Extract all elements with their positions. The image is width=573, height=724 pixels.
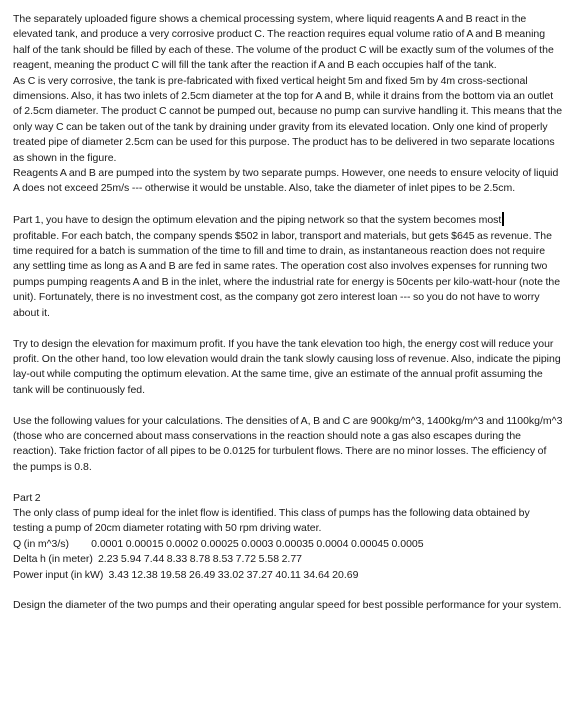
part1-paragraph	[13, 212, 563, 321]
part2-paragraph: The only class of pump ideal for the inlet flow is identified. This class of pumps has the following data obtained by testing a pump of 20cm diameter rotating with 50 rpm driving water.	[13, 506, 533, 535]
text-cursor	[502, 212, 504, 226]
row-q-values: 0.0001 0.00015 0.0002 0.00025 0.0003 0.00035 0.0004 0.00045 0.0005	[91, 537, 424, 550]
tank-description-paragraph: As C is very corrosive, the tank is pre-fabricated with fixed vertical height 5m and fixed 5m by 4m cross-sectional dimensions. Also, it has two inlets of 2.5cm diameter at the top for A and B, while it drains from the bottom via an outlet of 2.5cm diameter. The product C cannot be pumped out, because no pump can survive handling it. This means that the only way C can be taken out of the tank by draining under gravity from its elevated location. Only one kind of properly treated pipe of diameter 2.5cm can be used for this purpose. The product has to be delivered in two separate locations as shown in the figure.	[13, 74, 565, 164]
part1-body: profitable. For each batch, the company spends $502 in labor, transport and materials, but gets $645 as revenue. The time required for a batch is summation of the time to fill and time to drain, as instantaneous reaction does not require any settling time as long as A and B are fed in same rates. The operation cost also involves expenses for running two pumps pumping reagents A and B in the inlet, where the industrial rate for energy is 50cents per kilo-watt-hour (note the unit). Fortunately, there is no investment cost, as the company got zero interest loan --- so you do not have to worry about it.	[13, 229, 563, 319]
part1-first-line: Part 1, you have to design the optimum elevation and the piping network so that the system becomes most	[13, 214, 502, 227]
pump-data-row-power: Power input (in kW) 3.43 12.38 19.58 26.49 33.02 37.27 40.11 34.64 20.69	[13, 568, 359, 581]
pump-data-row-q	[13, 537, 563, 552]
values-paragraph: Use the following values for your calculations. The densities of A, B and C are 900kg/m^3, 1400kg/m^3 and 1100kg/m^3 (those who are concerned about mass conservations in the reaction should note a gas also escapes during the reaction). Take friction factor of all pipes to be 0.0125 for turbulent flows. There are no minor losses. The efficiency of the pumps is 0.8.	[13, 414, 565, 473]
elevation-paragraph: Try to design the elevation for maximum profit. If you have the tank elevation too high, the energy cost will reduce your profit. On the other hand, too low elevation would drain the tank slowly causing loss of revenue. Also, indicate the piping lay-out while computing the optimum elevation. At the same time, give an estimate of the annual profit assuming the tank will be continuously fed.	[13, 337, 564, 396]
design-task-paragraph: Design the diameter of the two pumps and their operating angular speed for best possible performance for your system.	[13, 599, 562, 612]
part2-heading: Part 2	[13, 491, 41, 504]
pump-constraint-paragraph: Reagents A and B are pumped into the system by two separate pumps. However, one needs to ensure velocity of liquid A does not exceed 25m/s --- otherwise it would be unstable. Also, take the diameter of inlet pipes to be 2.5cm.	[13, 167, 561, 195]
row-q-label: Q (in m^3/s)	[13, 537, 70, 550]
intro-paragraph: The separately uploaded figure shows a chemical processing system, where liquid reagents A and B react in the elevated tank, and produce a very corrosive product C. The reaction requires equal volume ratio of A and B meaning half of the tank should be filled by each of these. The volume of the product C will be exactly sum of the volumes of the reagent, meaning the product C will fill the tank after the reaction if A and B each occupies half of the tank.	[13, 13, 557, 72]
pump-data-row-head: Delta h (in meter) 2.23 5.94 7.44 8.33 8.78 8.53 7.72 5.58 2.77	[13, 553, 303, 566]
